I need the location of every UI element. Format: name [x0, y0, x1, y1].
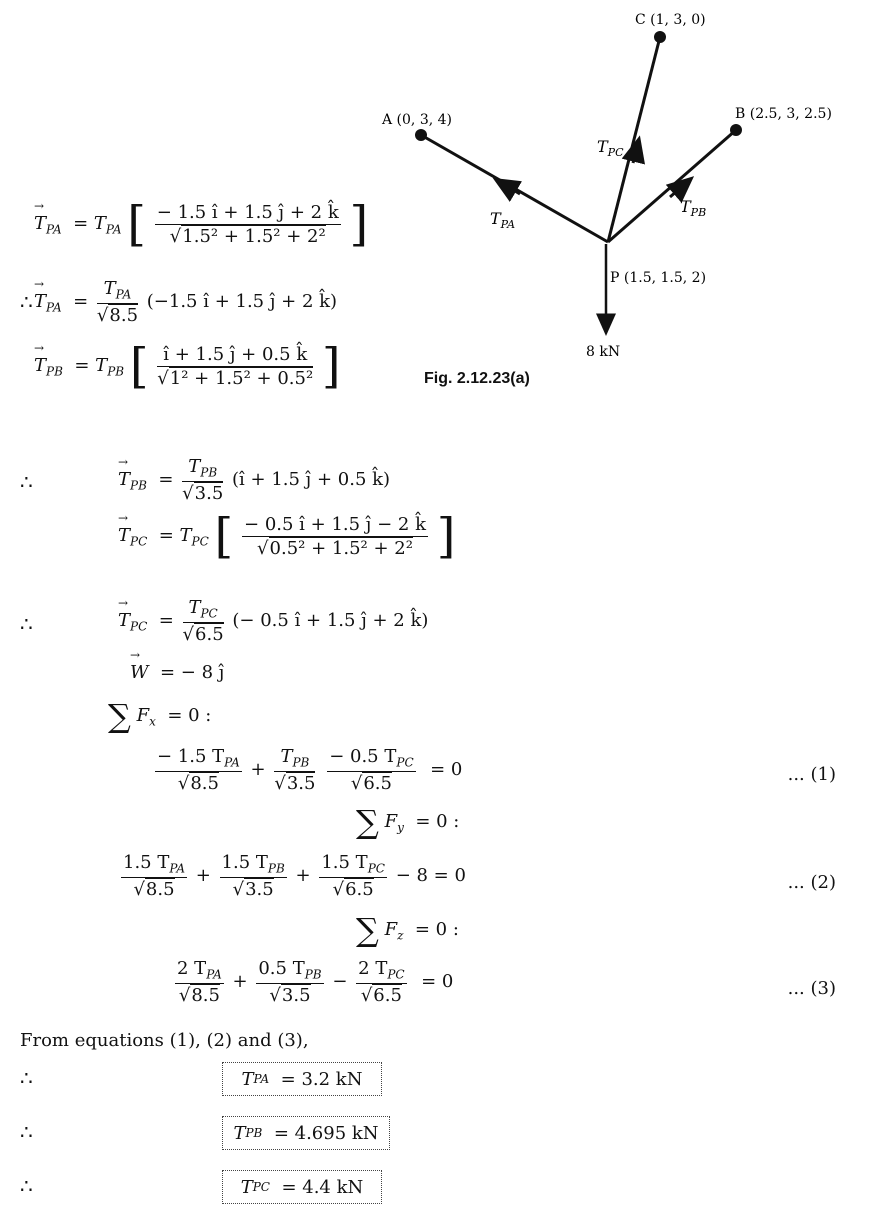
node-b	[730, 124, 742, 136]
equation-tpa-simplified: → $T_{PA}$ = $\frac{T_{PA}}{√8.5}$ (−1.5 î + 1.5 ĵ + 2 k̂)	[34, 278, 337, 326]
therefore-symbol: ∴	[20, 470, 33, 494]
equation-tpb-simplified: → $T_{PB}$ = $\frac{T_{PB}}{√3.5}$ (î + 1.5 ĵ + 0.5 k̂)	[118, 456, 390, 504]
figure-caption: Fig. 2.12.23(a)	[424, 370, 530, 387]
member-pc	[608, 37, 660, 242]
label-tpa: $T_{PA}$	[490, 209, 516, 231]
sum-fx-heading: ∑ $F_x = 0$ :	[108, 697, 212, 735]
result-tpa: T PA = 3.2 kN	[222, 1062, 382, 1096]
node-a	[415, 129, 427, 141]
equation-1: $\frac{- 1.5 T_{PA}}{√8.5}$ + $\frac{T_{PB}}{√3.5}$ $\frac{- 0.5 T_{PC}}{√6.5}$ = 0	[157, 746, 463, 794]
therefore-symbol: ∴	[20, 1120, 33, 1144]
equation-number-3: ... (3)	[787, 978, 836, 999]
equation-weight: → W = − 8 ĵ	[130, 662, 224, 683]
label-load: 8 kN	[586, 344, 621, 360]
therefore-symbol: ∴	[20, 612, 33, 636]
label-p: P (1.5, 1.5, 2)	[610, 270, 707, 286]
node-c	[654, 31, 666, 43]
label-c: C (1, 3, 0)	[635, 12, 706, 28]
member-pb	[608, 130, 736, 242]
equation-tpb-vector: → $T_{PB} = T_{PB}$ [ $\frac{î + 1.5 ĵ + 0.5 k̂}{\text{√1² + 1.5² + 0.5²}}$ ]	[34, 342, 341, 390]
sum-fy-heading: ∑ $F_y = 0$ :	[356, 803, 460, 841]
equation-3: $\frac{2 T_{PA}}{√8.5}$ + $\frac{0.5 T_{PB}}{√3.5}$ − $\frac{2 T_{PC}}{√6.5}$ = 0	[177, 958, 454, 1006]
equation-2: $\frac{1.5 T_{PA}}{√8.5}$ + $\frac{1.5 T_{PB}}{√3.5}$ + $\frac{1.5 T_{PC}}{√6.5}$ − 8 = 0	[123, 852, 466, 900]
equation-tpc-simplified: → $T_{PC}$ = $\frac{T_{PC}}{√6.5}$ (− 0.5 î + 1.5 ĵ + 2 k̂)	[118, 597, 428, 645]
force-diagram-svg	[340, 0, 880, 390]
arrow-tpc	[633, 147, 637, 163]
equation-number-1: ... (1)	[787, 764, 836, 785]
label-tpc: $T_{PC}$	[597, 137, 624, 159]
label-tpb: $T_{PB}$	[680, 197, 707, 219]
label-b: B (2.5, 3, 2.5)	[735, 106, 832, 122]
label-a: A (0, 3, 4)	[382, 112, 453, 128]
conclusion-sentence: From equations (1), (2) and (3),	[20, 1030, 309, 1051]
therefore-symbol: ∴	[20, 1066, 33, 1090]
therefore-symbol: ∴	[20, 290, 33, 314]
force-diagram	[340, 0, 880, 390]
equation-number-2: ... (2)	[787, 872, 836, 893]
equation-tpa-vector: → $T_{PA} = T_{PA}$ [ $\frac{- 1.5 î + 1.5 ĵ + 2 k̂}{\text{√1.5² + 1.5² + 2²}}$ ]	[34, 200, 368, 248]
sum-fz-heading: ∑ $F_z = 0$ :	[356, 911, 459, 949]
result-tpb: T PB = 4.695 kN	[222, 1116, 390, 1150]
therefore-symbol: ∴	[20, 1174, 33, 1198]
result-tpc: T PC = 4.4 kN	[222, 1170, 382, 1204]
equation-tpc-vector: → $T_{PC} = T_{PC}$ [ $\frac{- 0.5 î + 1.5 ĵ - 2 k̂}{\text{√0.5² + 1.5² + 2²}}$ ]	[118, 512, 455, 560]
